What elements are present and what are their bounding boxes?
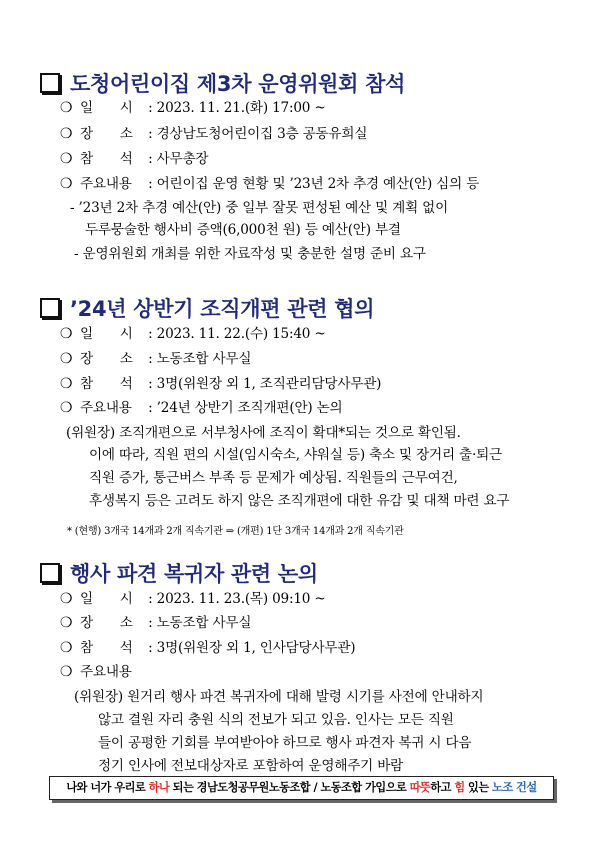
s1-detail-line: - 운영위원회 개최를 위한 자료작성 및 충분한 설명 준비 요구: [74, 246, 426, 262]
s1-detail-line: 두루뭉술한 행사비 증액(6,000천 원) 등 예산(안) 부결: [85, 222, 401, 238]
item-label: 일 시: [80, 100, 133, 116]
circle-bullet-icon: ❍: [60, 664, 73, 680]
slogan-highlight-blue: 노조 건설: [492, 781, 537, 794]
item-value: 3명(위원장 외 1, 인사담당사무관): [156, 640, 356, 656]
item-value: 3명(위원장 외 1, 조직관리담당사무관): [156, 376, 382, 392]
item-label: 일 시: [80, 591, 133, 607]
s3-detail-line: (위원장) 원거리 행사 파견 복귀자에 대해 발령 시기를 사전에 안내하지: [74, 689, 484, 705]
s3-detail-line: 들이 공평한 기회를 부여받아야 하므로 행사 파견자 복귀 시 다음: [98, 735, 472, 751]
item-value: ’24년 상반기 조직개편(안) 논의: [156, 400, 343, 416]
s3-item-content: [60, 663, 132, 681]
s1-detail-line: - ’23년 2차 추경 예산(안) 중 일부 잘못 편성된 예산 및 계획 없이: [70, 200, 449, 216]
s3-item-date: ❍ 일 시 : 2023. 11. 23.(목) 09:10 ~: [60, 591, 326, 607]
s2-item-content: ❍ 주요내용 : ’24년 상반기 조직개편(안) 논의: [60, 400, 343, 416]
s1-item-content: ❍ 주요내용 : 어린이집 운영 현황 및 ’23년 2차 추경 예산(안) 심의 등: [60, 176, 480, 192]
circle-bullet-icon: ❍: [60, 376, 73, 392]
item-label: 주요내용: [80, 664, 132, 680]
item-label: 주요내용: [80, 176, 132, 192]
item-value: 경상남도청어린이집 3층 공동유희실: [156, 126, 368, 142]
section-2-title-text: ’24년 상반기 조직개편 관련 협의: [70, 297, 375, 321]
checkbox-square-icon: [40, 73, 60, 93]
item-label: 참 석: [80, 151, 133, 167]
slogan-highlight-red: 힘: [454, 781, 465, 794]
s1-item-attend: ❍ 참 석 : 사무총장: [60, 151, 209, 167]
s2-item-attend: ❍ 참 석 : 3명(위원장 외 1, 조직관리담당사무관): [60, 376, 382, 392]
item-label: 참 석: [80, 376, 133, 392]
slogan-text: 나와 너가 우리로: [66, 781, 149, 794]
circle-bullet-icon: ❍: [60, 176, 73, 192]
slogan-text: 있는: [464, 781, 493, 794]
circle-bullet-icon: ❍: [60, 591, 73, 607]
s2-item-date: ❍ 일 시 : 2023. 11. 22.(수) 15:40 ~: [60, 326, 326, 342]
item-value: 노동조합 사무실: [156, 351, 252, 367]
item-label: 주요내용: [80, 400, 132, 416]
slogan-text: 하고: [430, 781, 455, 794]
circle-bullet-icon: ❍: [60, 615, 73, 631]
checkbox-square-icon: [40, 563, 60, 583]
s3-item-place: ❍ 장 소 : 노동조합 사무실: [60, 615, 252, 631]
circle-bullet-icon: ❍: [60, 126, 73, 142]
circle-bullet-icon: ❍: [60, 640, 73, 656]
item-label: 장 소: [80, 351, 133, 367]
item-value: 어린이집 운영 현황 및 ’23년 2차 추경 예산(안) 심의 등: [156, 176, 480, 192]
checkbox-square-icon: [40, 298, 60, 318]
s3-detail-line: 정기 인사에 전보대상자로 포함하여 운영해주기 바람: [98, 758, 404, 774]
section-3-title: [40, 558, 318, 588]
section-3-title-text: 행사 파견 복귀자 관련 논의: [70, 562, 318, 586]
item-label: 일 시: [80, 326, 133, 342]
section-2-title: [40, 293, 374, 323]
s3-detail-line: 않고 결원 자리 충원 식의 전보가 되고 있음. 인사는 모든 직원: [98, 712, 454, 728]
union-slogan-banner: [49, 776, 554, 800]
s1-item-place: ❍ 장 소 : 경상남도청어린이집 3층 공동유희실: [60, 126, 368, 142]
circle-bullet-icon: ❍: [60, 100, 73, 116]
circle-bullet-icon: ❍: [60, 351, 73, 367]
s2-detail-line: 직원 증가, 통근버스 부족 등 문제가 예상됨. 직원들의 근무여건,: [89, 470, 458, 486]
footnote: * (현행) 3개국 14개과 2개 직속기관 ⇒ (개편) 1단 3개국 14개과 2개 직속기관: [67, 526, 404, 537]
slogan-highlight-red: 따뜻: [409, 781, 431, 794]
circle-bullet-icon: ❍: [60, 151, 73, 167]
item-value: 노동조합 사무실: [156, 615, 252, 631]
s2-item-place: ❍ 장 소 : 노동조합 사무실: [60, 351, 252, 367]
item-value: 사무총장: [156, 151, 209, 167]
item-value: 2023. 11. 23.(목) 09:10 ~: [156, 591, 326, 607]
slogan-highlight-red: 하나: [148, 781, 170, 794]
s2-detail-line: 이에 따라, 직원 편의 시설(임시숙소, 샤워실 등) 축소 및 장거리 출·퇴근: [89, 447, 502, 463]
section-1-title: [40, 68, 405, 98]
section-1-title-text: 도청어린이집 제3차 운영위원회 참석: [70, 72, 406, 96]
slogan-text: 되는 경남도청공무원노동조합 / 노동조합 가입으로: [169, 781, 410, 794]
s2-detail-line: (위원장) 조직개편으로 서부청사에 조직이 확대*되는 것으로 확인됨.: [66, 425, 461, 441]
item-value: 2023. 11. 22.(수) 15:40 ~: [156, 326, 326, 342]
s1-item-date: ❍ 일 시 : 2023. 11. 21.(화) 17:00 ~: [60, 100, 326, 116]
s3-item-attend: ❍ 참 석 : 3명(위원장 외 1, 인사담당사무관): [60, 640, 356, 656]
s2-detail-line: 후생복지 등은 고려도 하지 않은 조직개편에 대한 유감 및 대책 마련 요구: [89, 493, 510, 509]
item-label: 참 석: [80, 640, 133, 656]
circle-bullet-icon: ❍: [60, 326, 73, 342]
item-label: 장 소: [80, 126, 133, 142]
circle-bullet-icon: ❍: [60, 400, 73, 416]
item-value: 2023. 11. 21.(화) 17:00 ~: [156, 100, 326, 116]
item-label: 장 소: [80, 615, 133, 631]
